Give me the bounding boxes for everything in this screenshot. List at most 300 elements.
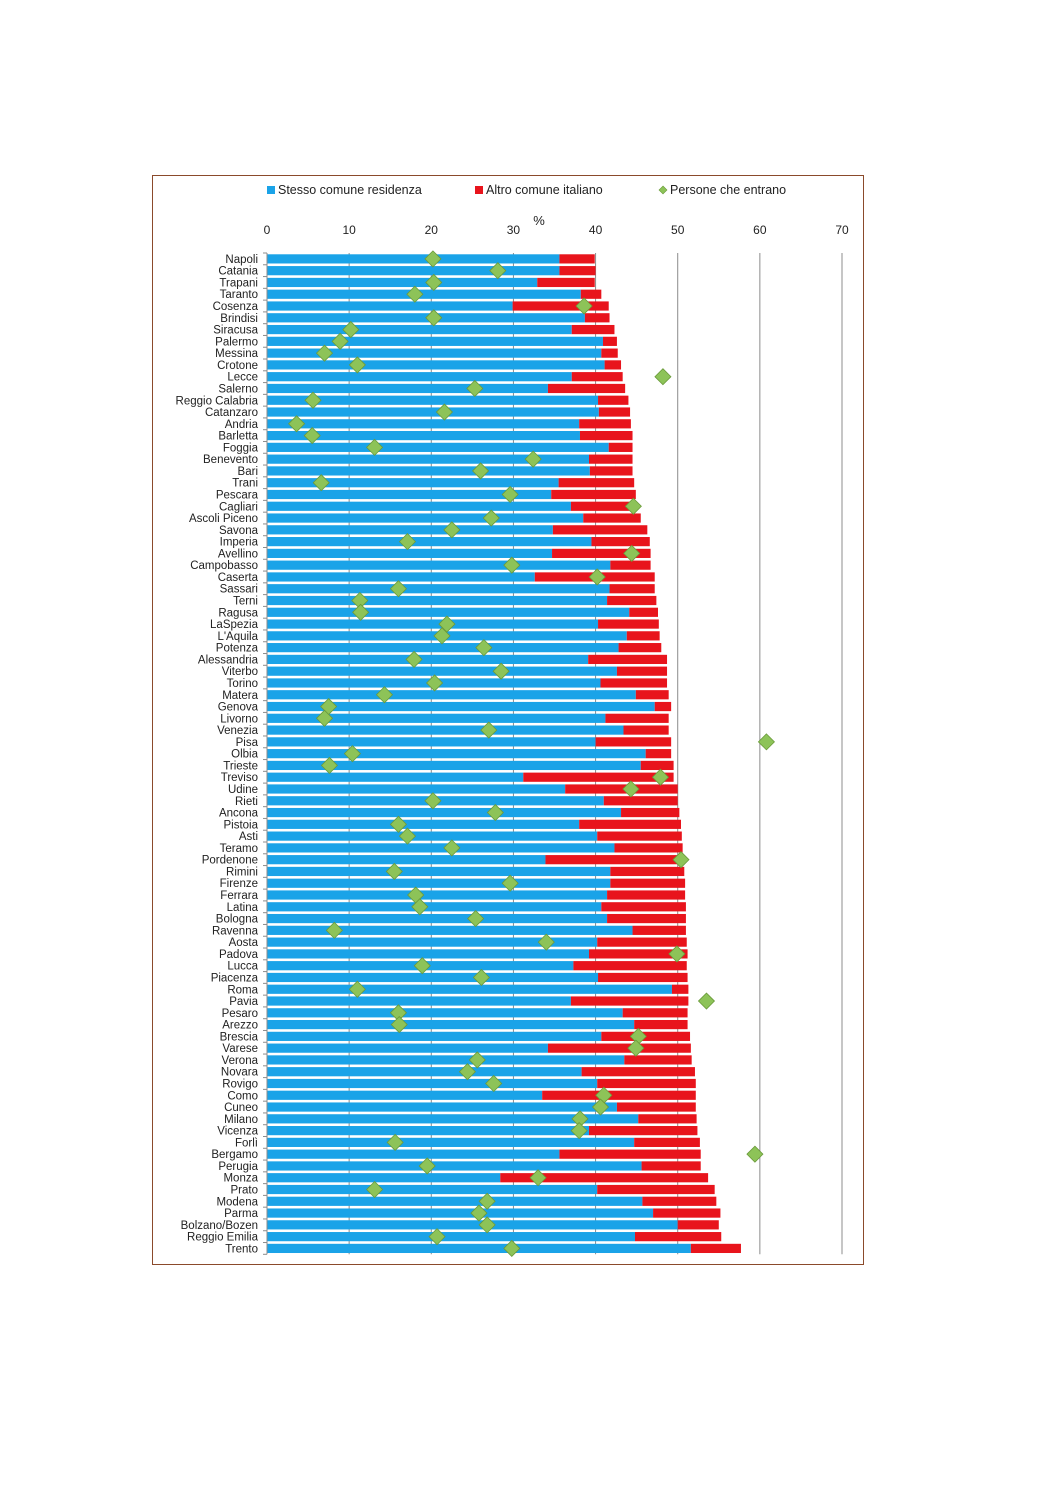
category-label-0: Napoli [225, 253, 258, 266]
marker-33 [476, 640, 492, 656]
marker-40 [481, 722, 497, 738]
bar-0-4 [267, 301, 513, 310]
bar-1-81 [653, 1208, 720, 1217]
bar-0-71 [267, 1091, 542, 1100]
marker-48 [390, 816, 406, 832]
marker-84 [504, 1240, 520, 1256]
bar-1-80 [642, 1197, 716, 1206]
marker-7 [332, 333, 348, 349]
marker-42 [344, 746, 360, 762]
marker-18 [473, 463, 489, 479]
marker-12 [305, 392, 321, 408]
category-label-15: Barletta [218, 430, 258, 443]
bar-0-74 [267, 1126, 589, 1135]
category-label-40: Venezia [217, 725, 258, 738]
bar-1-3 [581, 290, 602, 299]
bar-1-16 [609, 443, 633, 452]
bar-0-23 [267, 525, 553, 534]
bar-1-61 [598, 973, 688, 982]
bar-0-54 [267, 890, 607, 899]
bar-0-63 [267, 996, 571, 1005]
bar-0-37 [267, 690, 636, 699]
legend-swatch-2 [659, 186, 667, 194]
bar-0-52 [267, 867, 610, 876]
marker-57 [326, 922, 342, 938]
marker-59 [669, 946, 685, 962]
category-label-5: Brindisi [220, 312, 258, 325]
marker-52 [386, 863, 402, 879]
marker-28 [390, 581, 406, 597]
marker-35 [493, 663, 509, 679]
category-label-23: Savona [218, 524, 258, 537]
marker-68 [469, 1052, 485, 1068]
category-label-67: Varese [222, 1043, 258, 1056]
category-label-61: Piacenza [210, 972, 258, 985]
bar-1-2 [537, 278, 595, 287]
marker-21 [625, 498, 641, 514]
category-label-2: Trapani [219, 277, 258, 290]
category-label-29: Terni [233, 595, 258, 608]
category-label-75: Forlì [235, 1137, 258, 1150]
category-label-74: Vicenza [217, 1125, 258, 1138]
bar-0-14 [267, 419, 579, 428]
bar-0-57 [267, 926, 633, 935]
bar-1-67 [548, 1044, 691, 1053]
category-label-42: Olbia [231, 748, 258, 761]
bar-1-65 [634, 1020, 687, 1029]
bar-1-4 [513, 301, 609, 310]
bar-0-51 [267, 855, 545, 864]
marker-1 [490, 263, 506, 279]
bar-0-33 [267, 643, 619, 652]
bar-1-38 [655, 702, 671, 711]
category-label-34: Alessandria [197, 654, 258, 667]
marker-69 [459, 1064, 475, 1080]
bar-1-56 [607, 914, 686, 923]
category-label-54: Ferrara [220, 890, 258, 903]
marker-20 [502, 486, 518, 502]
marker-49 [399, 828, 415, 844]
bar-0-69 [267, 1067, 582, 1076]
category-label-14: Andria [224, 418, 258, 431]
marker-80 [479, 1193, 495, 1209]
marker-58 [538, 934, 554, 950]
bar-0-72 [267, 1102, 617, 1111]
bar-1-47 [621, 808, 679, 817]
x-axis-title: % [533, 213, 545, 228]
category-label-6: Siracusa [213, 324, 258, 337]
marker-67 [628, 1040, 644, 1056]
bar-0-61 [267, 973, 598, 982]
bar-1-40 [624, 725, 669, 734]
bar-0-19 [267, 478, 559, 487]
bar-0-76 [267, 1150, 559, 1159]
x-axis-ticks [264, 223, 849, 237]
bar-0-28 [267, 584, 610, 593]
bar-0-48 [267, 820, 579, 829]
category-label-36: Torino [226, 677, 258, 690]
marker-2 [426, 274, 442, 290]
bar-0-31 [267, 619, 598, 628]
category-label-27: Caserta [217, 571, 258, 584]
category-label-28: Sassari [219, 583, 258, 596]
bar-0-79 [267, 1185, 597, 1194]
category-label-12: Reggio Calabria [175, 395, 258, 408]
marker-46 [425, 793, 441, 809]
bar-1-20 [551, 490, 636, 499]
bar-0-3 [267, 290, 581, 299]
marker-13 [436, 404, 452, 420]
marker-11 [467, 380, 483, 396]
marker-75 [387, 1134, 403, 1150]
bar-1-54 [607, 890, 685, 899]
marker-3 [407, 286, 423, 302]
y-axis [263, 253, 267, 1254]
marker-47 [487, 805, 503, 821]
legend-swatch-1 [475, 186, 483, 194]
marker-82 [479, 1217, 495, 1233]
marker-36 [427, 675, 443, 691]
bar-0-35 [267, 667, 617, 676]
category-label-72: Cuneo [224, 1102, 258, 1115]
marker-8 [317, 345, 333, 361]
category-label-8: Messina [215, 348, 258, 361]
bar-0-24 [267, 537, 591, 546]
marker-51 [673, 852, 689, 868]
marker-0 [425, 251, 441, 267]
category-label-77: Perugia [218, 1160, 258, 1173]
bar-0-59 [267, 949, 589, 958]
category-label-21: Cagliari [219, 501, 258, 514]
category-label-25: Avellino [217, 548, 258, 561]
bar-1-52 [610, 867, 684, 876]
marker-15 [304, 428, 320, 444]
x-tick-label-40: 40 [588, 223, 603, 237]
marker-70 [486, 1075, 502, 1091]
bar-0-44 [267, 773, 523, 782]
marker-30 [353, 604, 369, 620]
bar-0-66 [267, 1032, 601, 1041]
bar-0-0 [267, 254, 559, 263]
bar-1-53 [610, 879, 685, 888]
bar-1-60 [573, 961, 686, 970]
category-label-13: Catanzaro [204, 407, 258, 420]
bar-1-73 [638, 1114, 696, 1123]
bar-0-9 [267, 360, 605, 369]
category-label-57: Ravenna [211, 925, 258, 938]
bar-1-21 [571, 502, 633, 511]
category-label-43: Trieste [223, 760, 258, 773]
marker-37 [376, 687, 392, 703]
marker-62 [349, 981, 365, 997]
category-label-50: Teramo [219, 842, 258, 855]
bar-0-83 [267, 1232, 635, 1241]
marker-16 [367, 439, 383, 455]
bar-0-56 [267, 914, 607, 923]
marker-6 [343, 322, 359, 338]
marker-23 [444, 522, 460, 538]
bar-1-70 [597, 1079, 696, 1088]
category-label-41: Pisa [235, 736, 258, 749]
category-label-22: Ascoli Piceno [188, 513, 258, 526]
marker-25 [624, 545, 640, 561]
bar-0-40 [267, 725, 624, 734]
bar-0-82 [267, 1220, 678, 1229]
category-label-33: Potenza [215, 642, 258, 655]
category-label-16: Foggia [222, 442, 258, 455]
bar-1-57 [633, 926, 686, 935]
category-label-39: Livorno [220, 713, 258, 726]
bar-1-74 [589, 1126, 697, 1135]
bar-1-33 [619, 643, 662, 652]
category-label-30: Ragusa [218, 607, 258, 620]
bar-1-37 [636, 690, 669, 699]
legend [267, 183, 786, 197]
category-label-31: LaSpezia [210, 619, 258, 632]
bar-0-29 [267, 596, 607, 605]
bar-0-6 [267, 325, 572, 334]
category-label-82: Bolzano/Bozen [180, 1219, 258, 1232]
marker-24 [399, 534, 415, 550]
bar-1-36 [601, 678, 668, 687]
bar-1-14 [579, 419, 631, 428]
x-tick-label-60: 60 [753, 223, 767, 237]
bar-0-2 [267, 278, 537, 287]
bar-0-67 [267, 1044, 548, 1053]
bar-1-12 [598, 396, 628, 405]
bars [267, 254, 741, 1253]
bar-0-81 [267, 1208, 653, 1217]
x-tick-label-50: 50 [671, 223, 685, 237]
category-label-45: Udine [227, 783, 258, 796]
bar-1-15 [580, 431, 633, 440]
marker-60 [414, 958, 430, 974]
bar-1-39 [605, 714, 668, 723]
category-label-56: Bologna [215, 913, 258, 926]
bar-0-27 [267, 572, 535, 581]
category-label-66: Brescia [219, 1031, 258, 1044]
x-tick-label-30: 30 [506, 223, 521, 237]
bar-0-45 [267, 784, 565, 793]
category-label-4: Cosenza [212, 301, 258, 314]
category-label-37: Matera [222, 689, 258, 702]
bar-1-17 [589, 455, 633, 464]
bar-1-77 [642, 1161, 701, 1170]
marker-5 [426, 310, 442, 326]
bar-1-6 [572, 325, 615, 334]
bar-1-82 [678, 1220, 719, 1229]
bar-0-65 [267, 1020, 634, 1029]
marker-26 [504, 557, 520, 573]
category-label-63: Pavia [229, 996, 258, 1009]
bar-0-10 [267, 372, 572, 381]
category-label-53: Firenze [219, 878, 258, 891]
chart-frame [152, 175, 864, 1265]
category-label-84: Trento [225, 1243, 258, 1256]
marker-27 [589, 569, 605, 585]
marker-14 [289, 416, 305, 432]
category-label-3: Taranto [219, 289, 258, 302]
category-label-76: Bergamo [211, 1149, 258, 1162]
bar-1-42 [646, 749, 671, 758]
marker-76 [747, 1146, 763, 1162]
category-label-9: Crotone [217, 359, 258, 372]
category-label-49: Asti [238, 831, 258, 844]
marker-10 [655, 369, 671, 385]
bar-1-44 [523, 773, 673, 782]
marker-9 [349, 357, 365, 373]
legend-label-0: Stesso comune residenza [278, 183, 422, 197]
bar-0-26 [267, 561, 610, 570]
marker-65 [391, 1017, 407, 1033]
marker-50 [444, 840, 460, 856]
bar-1-19 [559, 478, 635, 487]
category-label-73: Milano [224, 1113, 258, 1126]
bar-1-41 [596, 737, 672, 746]
category-label-38: Genova [217, 701, 258, 714]
bar-1-84 [691, 1244, 741, 1253]
bar-1-28 [610, 584, 655, 593]
bar-1-64 [623, 1008, 688, 1017]
category-label-81: Parma [224, 1208, 258, 1221]
bar-1-69 [582, 1067, 695, 1076]
x-tick-label-10: 10 [342, 223, 356, 237]
y-axis-labels [176, 254, 259, 1256]
bar-1-30 [629, 608, 658, 617]
bar-0-78 [267, 1173, 500, 1182]
bar-0-16 [267, 443, 609, 452]
category-label-19: Trani [232, 477, 258, 490]
marker-19 [313, 475, 329, 491]
bar-0-53 [267, 879, 610, 888]
category-label-47: Ancona [218, 807, 258, 820]
bar-0-64 [267, 1008, 623, 1017]
bar-0-62 [267, 985, 672, 994]
marker-43 [321, 757, 337, 773]
category-label-48: Pistoia [223, 819, 258, 832]
category-label-59: Padova [218, 948, 258, 961]
category-label-69: Novara [220, 1066, 258, 1079]
category-label-20: Pescara [215, 489, 258, 502]
bar-0-11 [267, 384, 548, 393]
marker-53 [502, 875, 518, 891]
bar-1-79 [597, 1185, 714, 1194]
bar-1-7 [603, 337, 617, 346]
category-label-64: Pesaro [221, 1007, 258, 1020]
category-label-52: Rimini [226, 866, 258, 879]
category-label-7: Palermo [215, 336, 258, 349]
x-tick-label-70: 70 [835, 223, 849, 237]
legend-swatch-0 [267, 186, 275, 194]
bar-1-24 [591, 537, 649, 546]
bar-0-21 [267, 502, 571, 511]
bar-1-0 [559, 254, 594, 263]
bar-0-34 [267, 655, 588, 664]
bar-1-29 [607, 596, 656, 605]
bar-0-77 [267, 1161, 642, 1170]
marker-81 [471, 1205, 487, 1221]
bar-1-23 [553, 525, 647, 534]
bar-1-35 [617, 667, 667, 676]
category-label-70: Rovigo [222, 1078, 258, 1091]
marker-34 [406, 651, 422, 667]
bar-1-63 [571, 996, 688, 1005]
bar-1-51 [545, 855, 683, 864]
bar-1-72 [617, 1102, 696, 1111]
bar-0-49 [267, 832, 597, 841]
bar-0-18 [267, 466, 590, 475]
marker-61 [473, 969, 489, 985]
legend-label-1: Altro comune italiano [486, 183, 603, 197]
bar-1-49 [597, 832, 682, 841]
category-label-71: Como [227, 1090, 258, 1103]
bar-1-10 [572, 372, 623, 381]
bar-1-76 [559, 1150, 700, 1159]
category-label-32: L'Aquila [217, 630, 258, 643]
x-tick-label-0: 0 [263, 223, 271, 237]
bar-1-55 [601, 902, 686, 911]
marker-45 [623, 781, 639, 797]
bar-1-9 [605, 360, 621, 369]
category-label-68: Verona [221, 1054, 258, 1067]
marker-4 [576, 298, 592, 314]
bar-1-32 [627, 631, 660, 640]
category-label-1: Catania [218, 265, 258, 278]
bar-1-11 [548, 384, 625, 393]
marker-77 [419, 1158, 435, 1174]
marker-63 [698, 993, 714, 1009]
bar-0-25 [267, 549, 552, 558]
category-label-26: Campobasso [190, 560, 258, 573]
category-label-79: Prato [230, 1184, 258, 1197]
category-label-44: Treviso [220, 772, 258, 785]
marker-74 [571, 1123, 587, 1139]
bar-1-34 [588, 655, 667, 664]
marker-22 [483, 510, 499, 526]
marker-41 [758, 734, 774, 750]
category-label-60: Lucca [227, 960, 258, 973]
category-label-51: Pordenone [201, 854, 258, 867]
category-label-55: Latina [226, 901, 258, 914]
marker-79 [367, 1182, 383, 1198]
marker-56 [468, 911, 484, 927]
marker-17 [525, 451, 541, 467]
bar-1-68 [624, 1055, 691, 1064]
bar-1-13 [599, 407, 630, 416]
category-label-35: Viterbo [221, 666, 258, 679]
category-label-78: Monza [223, 1172, 258, 1185]
category-label-17: Benevento [203, 454, 258, 467]
marker-66 [630, 1028, 646, 1044]
bar-0-30 [267, 608, 629, 617]
bar-0-7 [267, 337, 603, 346]
bar-0-80 [267, 1197, 642, 1206]
bar-1-22 [583, 513, 641, 522]
bar-0-41 [267, 737, 596, 746]
bar-1-31 [598, 619, 659, 628]
bar-1-8 [601, 349, 617, 358]
bar-1-18 [590, 466, 633, 475]
bar-0-84 [267, 1244, 691, 1253]
category-label-58: Aosta [228, 937, 258, 950]
bar-1-46 [604, 796, 678, 805]
bar-1-48 [579, 820, 681, 829]
bar-0-42 [267, 749, 646, 758]
bar-1-5 [585, 313, 610, 322]
bar-0-70 [267, 1079, 597, 1088]
bar-1-45 [565, 784, 678, 793]
bar-1-62 [672, 985, 688, 994]
